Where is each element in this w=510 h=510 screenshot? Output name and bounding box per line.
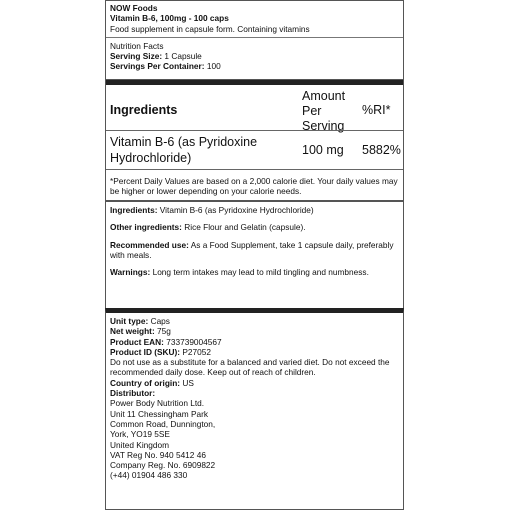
recommended-use-line: Recommended use: As a Food Supplement, take 1 capsule daily, preferably with meals. xyxy=(110,239,394,260)
ingredients-line: Ingredients: Vitamin B-6 (as Pyridoxine Hydrochloride) xyxy=(110,205,314,215)
distributor-line: (+44) 01904 486 330 xyxy=(110,470,188,481)
nutrition-table xyxy=(106,85,403,170)
table-divider xyxy=(106,130,403,131)
table-row-ri: 5882% xyxy=(362,143,401,157)
facts-title: Nutrition Facts xyxy=(110,40,164,51)
disclaimer-text: Do not use as a substitute for a balanced and varied diet. Do not exceed the recommended daily dose. Keep out of reach of children. xyxy=(110,357,390,378)
other-ingredients-line: Other ingredients: Rice Flour and Gelatin (capsule). xyxy=(110,222,306,233)
distributor-label: Distributor: xyxy=(110,388,156,399)
ri-column-header: %RI* xyxy=(362,103,391,117)
product-header-panel xyxy=(105,0,404,80)
table-row-amount: 100 mg xyxy=(302,143,344,157)
country-of-origin-line: Country of origin: US xyxy=(110,377,194,388)
distributor-line: VAT Reg No. 940 5412 46 xyxy=(110,449,206,460)
nutrition-table-panel xyxy=(105,79,404,201)
net-weight-line: Net weight: 75g xyxy=(110,326,171,337)
distributor-line: Unit 11 Chessingham Park xyxy=(110,408,209,419)
unit-type-line: Unit type: Caps xyxy=(110,316,170,326)
daily-value-footnote: *Percent Daily Values are based on a 2,000 calorie diet. Your daily values may be higher or lower depending on your calorie needs. xyxy=(110,176,398,197)
serving-size: Serving Size: 1 Capsule xyxy=(110,51,202,62)
distributor-line: Company Reg. No. 6909822 xyxy=(110,460,216,471)
product-sku-line: Product ID (SKU): P27052 xyxy=(110,346,211,357)
ingredients-column-header: Ingredients xyxy=(110,103,178,117)
table-row-name: Vitamin B-6 (as Pyridoxine Hydrochloride) xyxy=(110,135,258,165)
product-title: Vitamin B-6, 100mg - 100 caps xyxy=(110,13,229,24)
product-info-panel xyxy=(105,308,404,510)
servings-per-container: Servings Per Container: 100 xyxy=(110,61,221,72)
product-description: Food supplement in capsule form. Containing vitamins xyxy=(110,23,310,34)
amount-column-header: Amount Per Serving xyxy=(302,89,346,133)
distributor-line: York, YO19 5SE xyxy=(110,429,170,440)
distributor-line: Common Road, Dunnington, xyxy=(110,418,216,429)
divider xyxy=(106,37,403,38)
ingredient-details-panel xyxy=(105,201,404,309)
brand-name: NOW Foods xyxy=(110,3,158,13)
distributor-line: United Kingdom xyxy=(110,439,170,450)
distributor-line: Power Body Nutrition Ltd. xyxy=(110,398,205,409)
warnings-line: Warnings: Long term intakes may lead to mild tingling and numbness. xyxy=(110,267,369,278)
product-ean-line: Product EAN: 733739004567 xyxy=(110,336,222,347)
